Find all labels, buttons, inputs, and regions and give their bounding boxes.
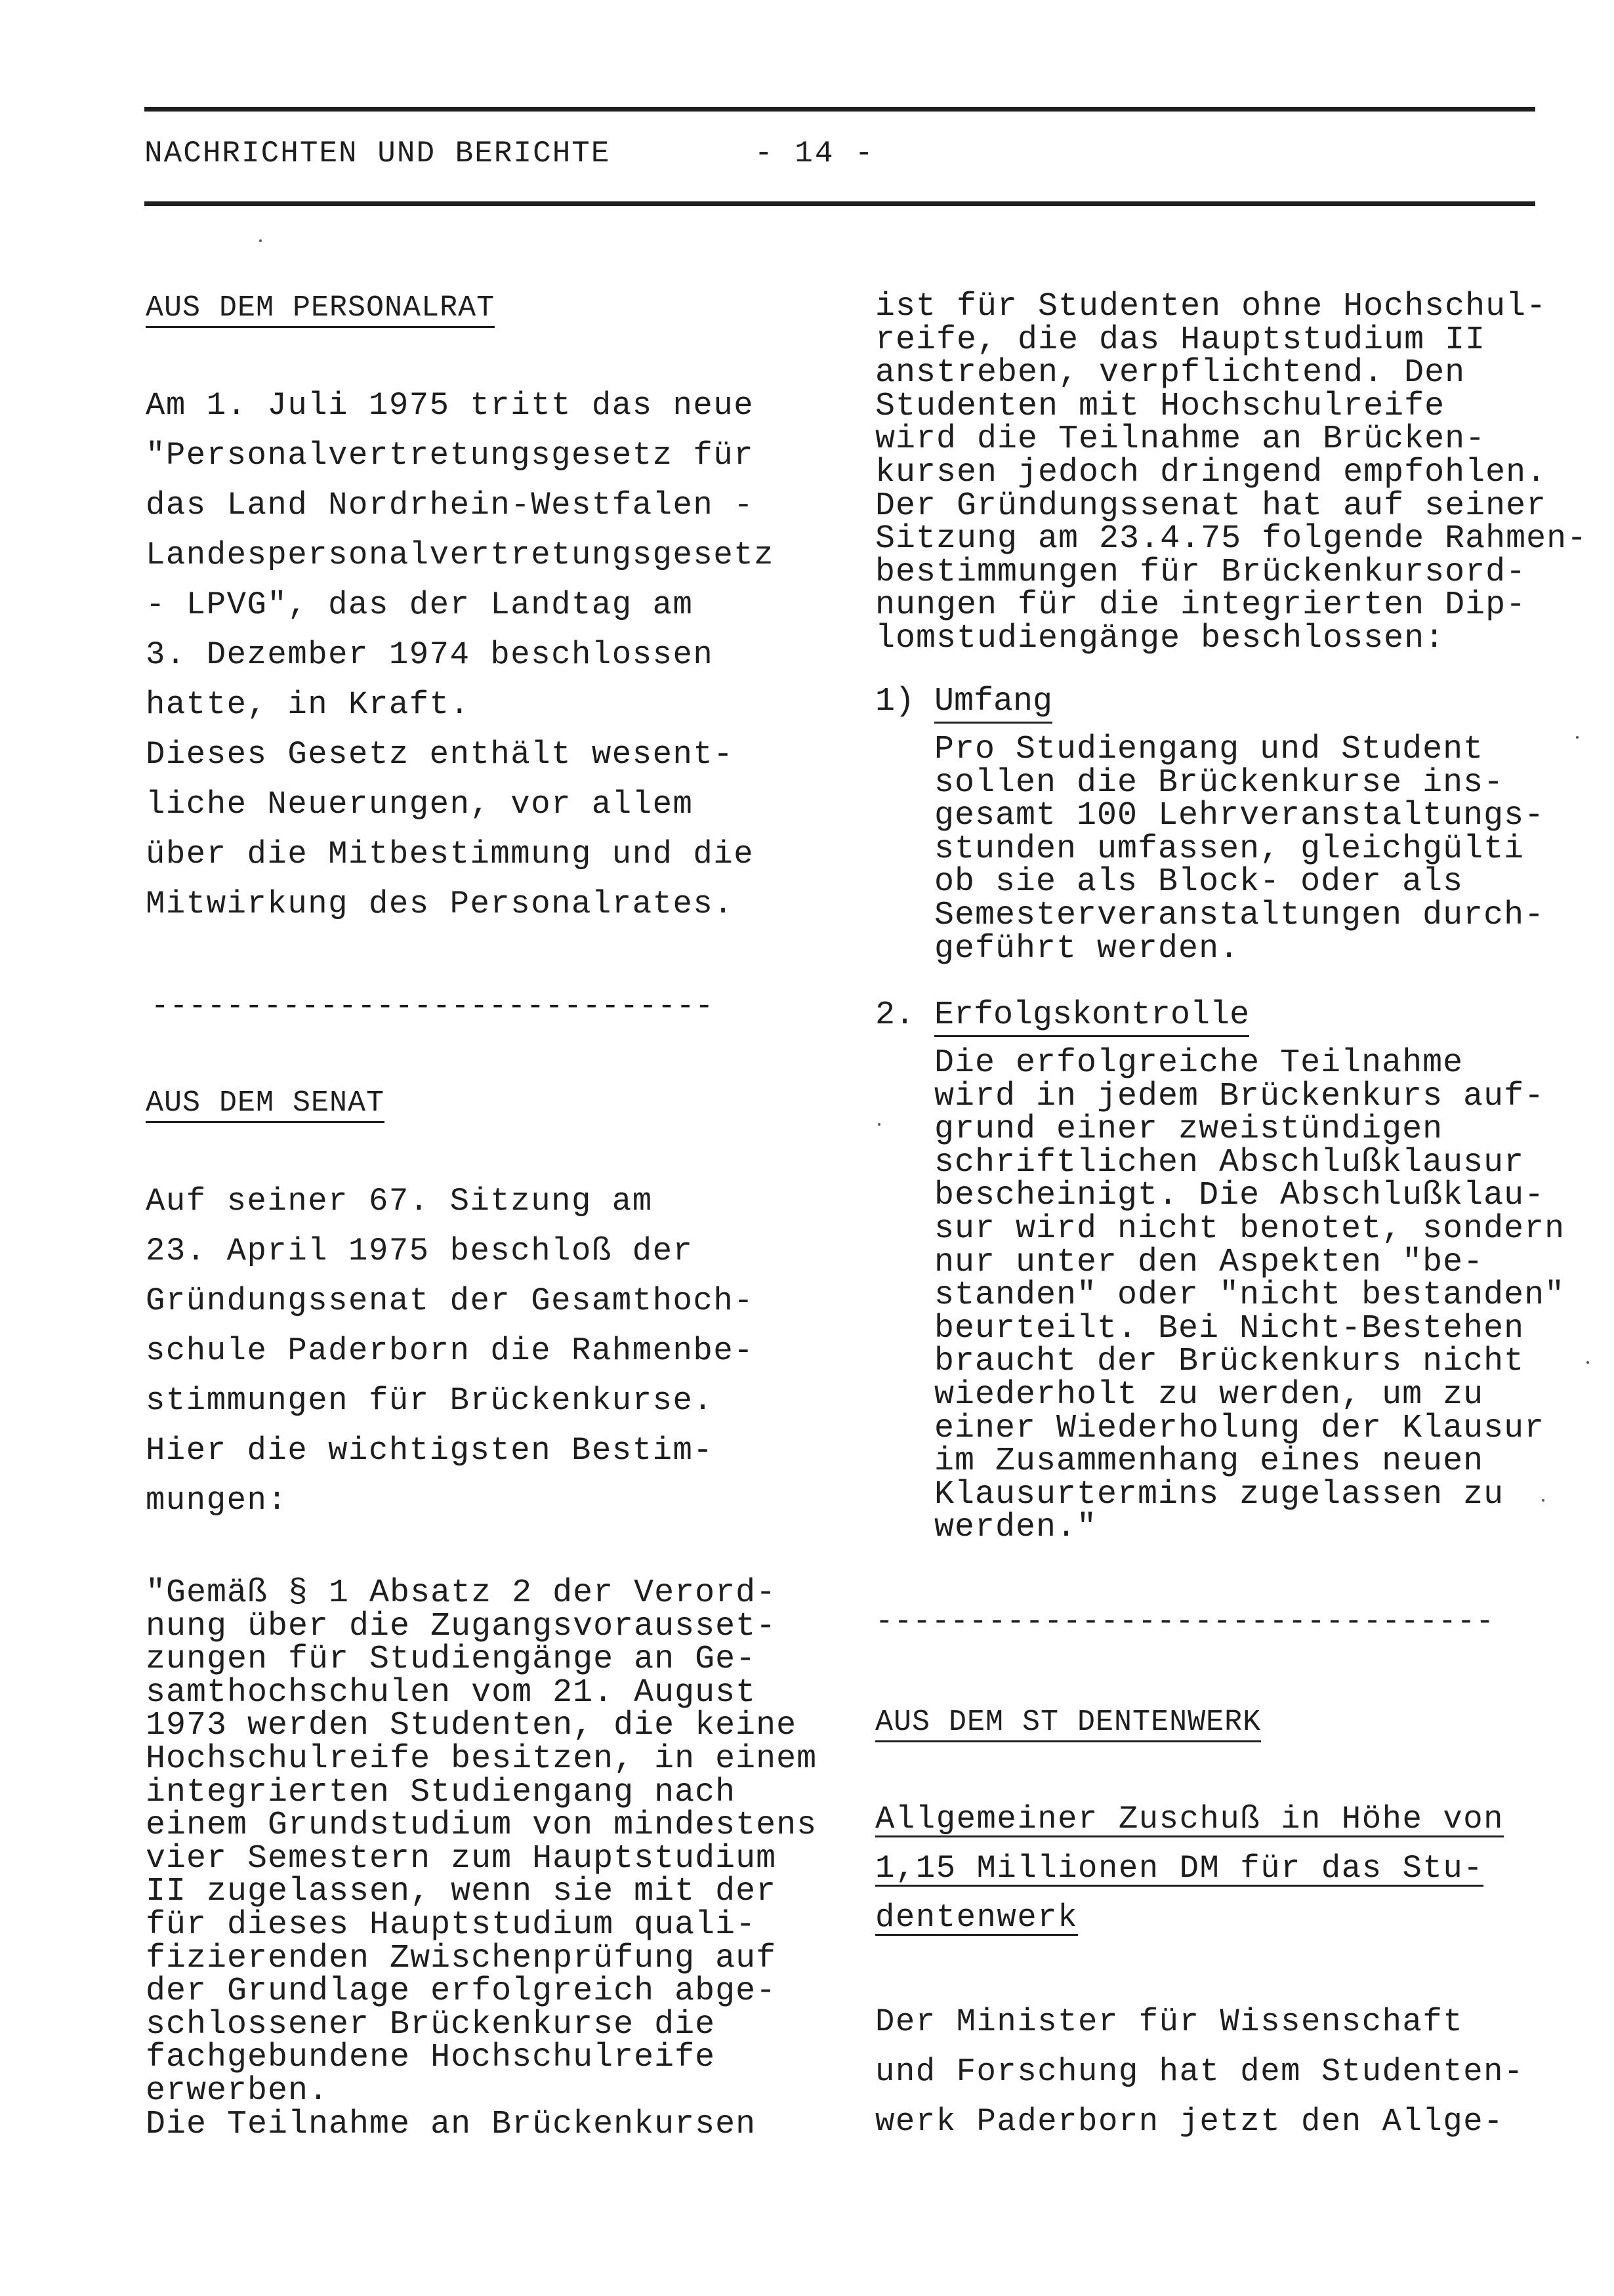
list-item-text-umfang: Pro Studiengang und Student sollen die Brückenkurse ins- gesamt 100 Lehrveranstaltungs- stunden umfassen, gleichgülti ob sie als Block- oder als Semesterveranstaltungen durch- geführt werden. bbox=[934, 731, 1545, 968]
section-heading-studentenwerk: AUS DEM ST DENTENWERK bbox=[875, 1704, 1261, 1740]
senat-quote-paragraph: "Gemäß § 1 Absatz 2 der Verord- nung über die Zugangsvorausset- zungen für Studiengänge an Ge- samthochschulen vom 21. August 1973 werden Studenten, die keine Hochschulreife besitzen, in einem integrierten Studiengang nach einem Grundstudium von mindestens vier Semestern zum Hauptstudium II zugelassen, wenn sie mit der für dieses Hauptstudium quali- fizierenden Zwischenprüfung auf der Grundlage erfolgreich abge- schlossener Brückenkurse die fachgebundene Hochschulreife erwerben. Die Teilnahme an Brückenkursen bbox=[146, 1574, 817, 2143]
studentenwerk-paragraph: Der Minister für Wissenschaft und Forschung hat dem Studenten- werk Paderborn jetzt den Allge- bbox=[875, 2003, 1524, 2140]
scan-speck bbox=[878, 1123, 880, 1126]
list-item-title-erfolgskontrolle: Erfolgskontrolle bbox=[934, 999, 1249, 1032]
scan-speck bbox=[1542, 1499, 1544, 1502]
scan-speck bbox=[1586, 1361, 1589, 1364]
list-item-text-erfolgskontrolle: Die erfolgreiche Teilnahme wird in jedem Brückenkurs auf- grund einer zweistündigen schriftlichen Abschlußklausur bescheinigt. Die Abschlußklau- sur wird nicht benotet, sondern nur unter den Aspekten "be- standen" oder "nicht bestanden" beurteilt. Bei Nicht-Bestehen braucht der Brückenkurs nicht wiederholt zu werden, um zu einer Wiederholung der Klausur im Zusammenhang eines neuen Klausurtermins zugelassen zu werden." bbox=[934, 1044, 1565, 1547]
page-number: - 14 - bbox=[755, 136, 875, 171]
senat-intro-paragraph: Auf seiner 67. Sitzung am 23. April 1975 beschloß der Gründungssenat der Gesamthoch- schule Paderborn die Rahmenbe- stimmungen für Brückenkurse. Hier die wichtigsten Bestim- mungen: bbox=[146, 1183, 755, 1519]
studentenwerk-subheading: Allgemeiner Zuschuß in Höhe von 1,15 Millionen DM für das Stu- dentenwerk bbox=[875, 1801, 1504, 1936]
section-separator-right: --------------------------------- bbox=[875, 1605, 1495, 1639]
scan-speck bbox=[1576, 736, 1579, 739]
list-item-number-2: 2. bbox=[875, 996, 915, 1034]
header-bottom-rule bbox=[144, 201, 1535, 206]
scan-speck bbox=[259, 239, 262, 242]
header-top-rule bbox=[144, 107, 1535, 112]
personalrat-paragraph: Am 1. Juli 1975 tritt das neue "Personalvertretungsgesetz für das Land Nordrhein-Westfalen - Landespersonalvertretungsgesetz - LPVG", das der Landtag am 3. Dezember 1974 beschlossen hatte, in Kraft. Dieses Gesetz enthält wesent- liche Neuerungen, vor allem über die Mitbestimmung und die Mitwirkung des Personalrates. bbox=[146, 387, 775, 922]
section-separator-left: ------------------------------ bbox=[151, 989, 714, 1023]
list-item-number-1: 1) bbox=[875, 683, 915, 720]
list-item-title-umfang: Umfang bbox=[934, 686, 1052, 718]
running-header-title: NACHRICHTEN UND BERICHTE bbox=[144, 136, 611, 171]
senat-continuation-paragraph: ist für Studenten ohne Hochschul- reife, die das Hauptstudium II anstreben, verpflichtend. Den Studenten mit Hochschulreife wird die Teilnahme an Brücken- kursen jedoch dringend empfohlen. Der Gründungssenat hat auf seiner Sitzung am 23.4.75 folgende Rahmen- bestimmungen für Brückenkursord- nungen für die integrierten Dip- lomstudiengänge beschlossen: bbox=[875, 288, 1588, 657]
section-heading-personalrat: AUS DEM PERSONALRAT bbox=[146, 290, 495, 326]
section-heading-senat: AUS DEM SENAT bbox=[146, 1085, 384, 1121]
